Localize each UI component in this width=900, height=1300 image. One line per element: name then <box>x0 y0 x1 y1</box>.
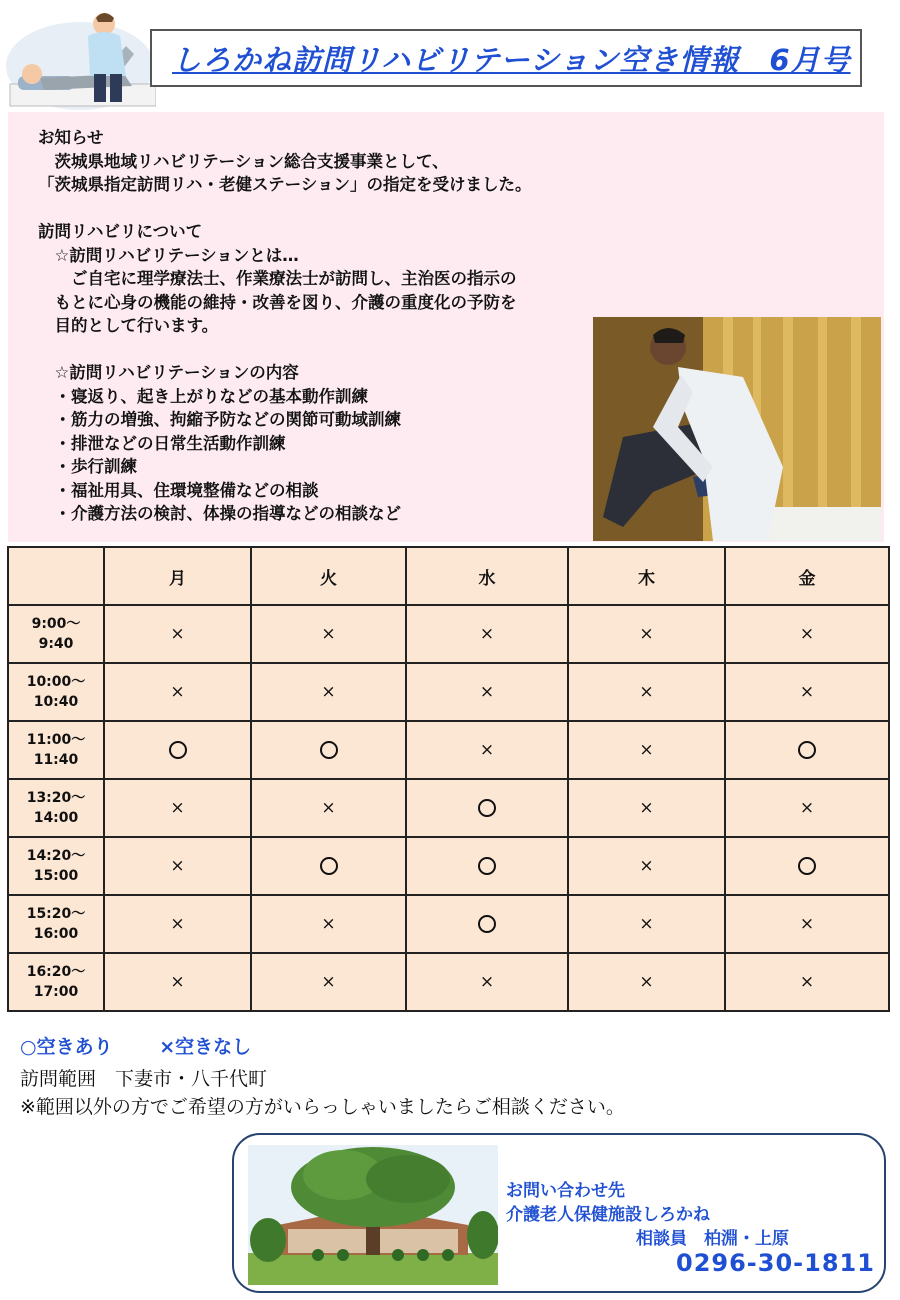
available-mark <box>320 857 338 875</box>
content-item: ・歩行訓練 <box>38 457 137 476</box>
contact-staff: 相談員 柏淵・上原 <box>636 1229 789 1249</box>
slot-cell <box>104 953 251 1011</box>
notice-line: 茨城県地域リハビリテーション総合支援事業として、 <box>38 151 449 171</box>
day-header: 木 <box>568 547 725 605</box>
slot-cell <box>568 721 725 779</box>
unavailable-mark: × <box>321 914 336 934</box>
time-start: 10:00〜 <box>26 674 86 690</box>
unavailable-mark: × <box>170 682 185 702</box>
what-line: もとに心身の機能の維持・改善を図り、介護の重度化の予防を <box>38 292 517 312</box>
area-note: ※範囲以外の方でご希望の方がいらっしゃいましたらご相談ください。 <box>20 1096 625 1118</box>
slot-cell <box>406 721 568 779</box>
slot-cell <box>725 605 889 663</box>
time-start: 16:20〜 <box>26 964 86 980</box>
slot-cell <box>406 953 568 1011</box>
time-end: 16:00 <box>33 926 79 942</box>
unavailable-mark: × <box>639 798 654 818</box>
slot-cell <box>251 895 406 953</box>
unavailable-mark: × <box>639 914 654 934</box>
table-row <box>8 779 889 837</box>
slot-cell <box>104 663 251 721</box>
content-heading: ☆訪問リハビリテーションの内容 <box>38 363 299 382</box>
available-mark <box>478 915 496 933</box>
notice-panel <box>8 112 884 542</box>
slot-cell <box>251 779 406 837</box>
content-item: ・寝返り、起き上がりなどの基本動作訓練 <box>38 386 368 406</box>
therapist-photo <box>593 317 881 541</box>
unavailable-mark: × <box>170 972 185 992</box>
content-item: ・筋力の増強、拘縮予防などの関節可動域訓練 <box>38 410 401 429</box>
table-row <box>8 895 889 953</box>
day-header: 水 <box>406 547 568 605</box>
slot-cell <box>568 837 725 895</box>
unavailable-mark: × <box>639 740 654 760</box>
slot-cell <box>568 779 725 837</box>
slot-cell <box>104 605 251 663</box>
legend <box>20 1032 251 1059</box>
slot-cell <box>568 895 725 953</box>
slot-cell <box>406 605 568 663</box>
slot-cell <box>406 779 568 837</box>
unavailable-mark: × <box>170 798 185 818</box>
unavailable-mark: × <box>799 682 815 702</box>
time-slot-cell <box>8 953 104 1011</box>
title-box <box>150 29 862 87</box>
time-slot-cell <box>8 779 104 837</box>
slot-cell <box>251 721 406 779</box>
slot-cell <box>725 779 889 837</box>
time-end: 11:40 <box>33 752 79 768</box>
unavailable-mark: × <box>639 624 654 644</box>
available-mark <box>798 741 816 759</box>
legend-unavailable: ×空きなし <box>159 1036 252 1058</box>
unavailable-mark: × <box>479 682 495 702</box>
schedule-body <box>8 605 889 1011</box>
unavailable-mark: × <box>799 798 815 818</box>
unavailable-mark: × <box>639 972 654 992</box>
slot-cell <box>568 663 725 721</box>
legend-available: ○空きあり <box>20 1036 113 1058</box>
unavailable-mark: × <box>321 682 336 702</box>
unavailable-mark: × <box>799 914 815 934</box>
available-mark <box>798 857 816 875</box>
time-slot-cell <box>8 895 104 953</box>
table-row <box>8 605 889 663</box>
time-start: 15:20〜 <box>26 906 86 922</box>
contact-facility: 介護老人保健施設しろかね <box>506 1205 710 1225</box>
table-row <box>8 953 889 1011</box>
unavailable-mark: × <box>799 624 815 644</box>
contact-phone: 0296-30-1811 <box>676 1249 875 1277</box>
corner-cell <box>8 547 104 605</box>
visit-area: 訪問範囲 下妻市・八千代町 <box>20 1068 268 1090</box>
table-row <box>8 663 889 721</box>
slot-cell <box>104 721 251 779</box>
page-title: しろかね訪問リハビリテーション空き情報 6月号 <box>172 42 851 77</box>
day-header: 月 <box>104 547 251 605</box>
unavailable-mark: × <box>639 682 654 702</box>
time-end: 15:00 <box>33 868 79 884</box>
unavailable-mark: × <box>170 914 185 934</box>
available-mark <box>478 857 496 875</box>
slot-cell <box>406 895 568 953</box>
contact-box <box>232 1133 886 1293</box>
slot-cell <box>104 779 251 837</box>
time-slot-cell <box>8 605 104 663</box>
slot-cell <box>725 663 889 721</box>
unavailable-mark: × <box>799 972 815 992</box>
slot-cell <box>725 721 889 779</box>
slot-cell <box>725 953 889 1011</box>
time-start: 14:20〜 <box>26 848 86 864</box>
rehab-therapist-illustration <box>4 6 156 112</box>
facility-photo <box>248 1145 498 1285</box>
table-header-row <box>8 547 889 605</box>
what-heading: ☆訪問リハビリテーションとは… <box>38 245 299 265</box>
time-start: 9:00〜 <box>31 616 81 632</box>
slot-cell <box>568 953 725 1011</box>
time-slot-cell <box>8 837 104 895</box>
slot-cell <box>251 953 406 1011</box>
unavailable-mark: × <box>321 798 336 818</box>
time-start: 11:00〜 <box>26 732 86 748</box>
about-heading: 訪問リハビリについて <box>38 222 203 241</box>
notice-text <box>38 126 532 526</box>
time-end: 14:00 <box>33 810 79 826</box>
day-header: 金 <box>725 547 889 605</box>
content-item: ・福祉用具、住環境整備などの相談 <box>38 480 319 500</box>
table-row <box>8 837 889 895</box>
content-item: ・排泄などの日常生活動作訓練 <box>38 433 286 453</box>
slot-cell <box>725 895 889 953</box>
unavailable-mark: × <box>479 624 495 644</box>
available-mark <box>478 799 496 817</box>
schedule-table <box>7 546 890 1012</box>
notice-heading: お知らせ <box>38 128 104 147</box>
day-header: 火 <box>251 547 406 605</box>
what-line: ご自宅に理学療法士、作業療法士が訪問し、主治医の指示の <box>38 269 517 288</box>
slot-cell <box>725 837 889 895</box>
slot-cell <box>104 837 251 895</box>
available-mark <box>320 741 338 759</box>
available-mark <box>169 741 187 759</box>
slot-cell <box>406 837 568 895</box>
time-end: 10:40 <box>33 694 79 710</box>
slot-cell <box>568 605 725 663</box>
slot-cell <box>104 895 251 953</box>
time-start: 13:20〜 <box>26 790 86 806</box>
slot-cell <box>251 837 406 895</box>
time-slot-cell <box>8 721 104 779</box>
slot-cell <box>251 605 406 663</box>
unavailable-mark: × <box>170 624 185 644</box>
slot-cell <box>406 663 568 721</box>
unavailable-mark: × <box>170 856 185 876</box>
unavailable-mark: × <box>321 972 336 992</box>
time-end: 17:00 <box>33 984 79 1000</box>
time-end: 9:40 <box>38 636 74 652</box>
slot-cell <box>251 663 406 721</box>
time-slot-cell <box>8 663 104 721</box>
contact-label: お問い合わせ先 <box>506 1181 625 1201</box>
unavailable-mark: × <box>639 856 654 876</box>
unavailable-mark: × <box>479 972 495 992</box>
contact-text <box>506 1179 875 1275</box>
notice-line: 「茨城県指定訪問リハ・老健ステーション」の指定を受けました。 <box>38 175 532 194</box>
unavailable-mark: × <box>479 740 495 760</box>
unavailable-mark: × <box>321 624 336 644</box>
content-item: ・介護方法の検討、体操の指導などの相談など <box>38 504 401 523</box>
what-line: 目的として行います。 <box>38 316 219 335</box>
table-row <box>8 721 889 779</box>
